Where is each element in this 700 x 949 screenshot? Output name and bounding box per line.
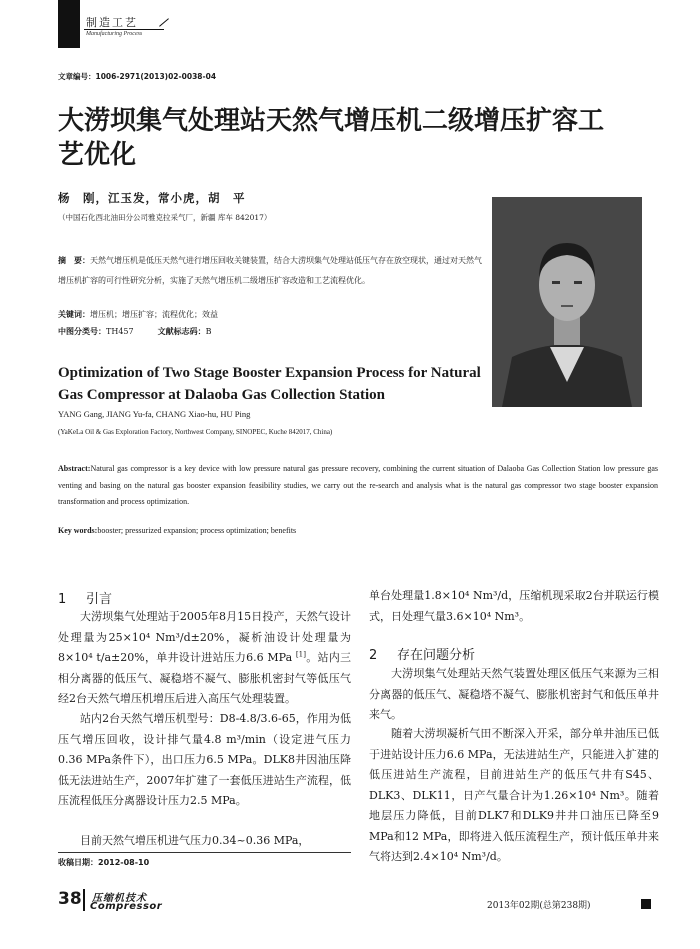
header-category-en: Manufacturing Process <box>86 31 143 37</box>
section-2-title: 存在问题分析 <box>397 648 476 663</box>
keywords-en <box>58 526 296 535</box>
received-date: 收稿日期：2012-08-10 <box>58 858 150 867</box>
header-slash <box>159 18 169 26</box>
section-2-paragraph-1: 大涝坝集气处理站天然气装置处理区低压气来源为三相分离器的低压气、凝稳塔不凝气、膨胀机密封气和低压单井来气。 <box>369 667 659 721</box>
keywords-en-text: booster; pressurized expansion; process optimization; benefits <box>97 526 297 535</box>
journal-logo-cn: 压缩机技术 <box>92 893 147 904</box>
classification <box>58 326 211 337</box>
title-cn: 大涝坝集气处理站天然气增压机二级增压扩容工艺优化 <box>58 106 605 170</box>
keywords-en-label: Key words: <box>58 526 98 535</box>
section-1-p1-text: 大涝坝集气处理站于2005年8月15日投产，天然气设计处理量为25×10⁴ Nm³/d±20%，凝析油设计处理量为8×10⁴ t/a±20%，单井设计进站压力6.6 MPa <box>58 610 351 664</box>
section-1-paragraph-2: 站内2台天然气增压机型号：D8-4.8/3.6-65，作用为低压气增压回收，设计排气量4.8 m³/min（设定进气压力0.36 MPa条件下），出口压力6.5 MPa。DLK8井因油压降低无法进站生产，2007年扩建了一套低压进站生产流程，低压流程低压分离器设计压力2.5 MPa。 <box>58 712 351 807</box>
header-divider <box>84 29 164 30</box>
keywords-cn-label: 关键词： <box>58 310 90 319</box>
doc-code-label: 文献标志码： <box>157 327 206 336</box>
affiliation-cn: （中国石化西北油田分公司雅克拉采气厂，新疆 库车 842017） <box>58 213 272 222</box>
authors-cn: 杨 刚，江玉发，常小虎，胡 平 <box>58 191 246 205</box>
title-en: Optimization of Two Stage Booster Expansion Process for Natural Gas Compressor at Dalaoba Gas Collection Station <box>58 365 481 403</box>
header-category: 制造工艺 <box>86 16 138 29</box>
doc-code-value: B <box>205 327 212 336</box>
section-2-heading <box>369 644 475 663</box>
section-1-number: 1 <box>58 592 67 607</box>
citation-ref: [1] <box>295 649 307 659</box>
abstract-en-label: Abstract: <box>58 464 91 473</box>
authors-en: YANG Gang, JIANG Yu-fa, CHANG Xiao-hu, HU Ping <box>58 409 251 419</box>
journal-logo-en: Compressor <box>90 901 163 912</box>
affiliation-en: (YaKeLa Oil & Gas Exploration Factory, Northwest Company, SINOPEC, Kuche 842017, China) <box>58 428 333 436</box>
section-1-heading <box>58 588 112 607</box>
section-1-paragraph-1 <box>58 607 351 710</box>
abstract-en <box>58 461 658 511</box>
section-1-paragraph-3: 目前天然气增压机进气压力0.34~0.36 MPa， <box>80 834 310 847</box>
abstract-en-text: Natural gas compressor is a key device with low pressure natural gas pressure recovery, combining the current situation of Dalaoba Gas Collection Station low pressure gas venting and basing on the natural gas booster expansion feasibility studies, we carry out the re-search and analysis what is the natural gas compressor two stage booster expansion transformation and process optimization. <box>58 464 658 506</box>
header-black-tab <box>58 0 80 48</box>
page-number: 38 <box>58 889 82 909</box>
section-2-paragraph-2: 随着大涝坝凝析气田不断深入开采，部分单井油压已低于进站设计压力6.6 MPa，无法进站生产，只能进入扩建的低压进站生产流程，目前进站生产的低压气井有S45、DLK3、DLK11，日产气量合计为1.26×10⁴ Nm³。随着地层压力降低，目前DLK7和DLK9井井口油压已降至9 MPa和12 MPa，即将进入低压流程生产，预计低压单井来气将达到2.4×10⁴ Nm³/d。 <box>369 727 659 863</box>
abstract-cn-label: 摘 要： <box>58 256 90 265</box>
section-1-p1-tail: 。站内三相分离器的低压气、凝稳塔不凝气、膨胀机密封气等低压气经2台天然气增压机增压后进入高压气处理装置。 <box>58 651 352 705</box>
keywords-cn <box>58 309 218 320</box>
abstract-cn-text: 天然气增压机是低压天然气进行增压回收关键装置，结合大涝坝集气处理站低压气存在放空现状，通过对天然气增压机扩容的可行性研究分析，实施了天然气增压机二级增压扩容改造和工艺流程优化。 <box>58 256 482 285</box>
column-2-continuation: 单台处理量1.8×10⁴ Nm³/d，压缩机现采取2台并联运行模式，日处理气量3.6×10⁴ Nm³。 <box>369 589 659 623</box>
clc-label: 中图分类号： <box>58 327 106 336</box>
article-number: 文章编号：1006-2971(2013)02-0038-04 <box>58 72 217 81</box>
abstract-cn <box>58 251 483 291</box>
footnote-divider <box>58 852 351 853</box>
clc-value: TH457 <box>106 327 134 336</box>
section-2-number: 2 <box>369 648 378 663</box>
keywords-cn-text: 增压机；增压扩容；流程优化；效益 <box>90 310 218 319</box>
section-1-title: 引言 <box>86 592 113 607</box>
page-number-bar <box>83 889 85 911</box>
author-photo <box>492 197 642 407</box>
issue-end-square <box>641 899 651 909</box>
issue-info: 2013年02期(总第238期) <box>487 901 591 911</box>
